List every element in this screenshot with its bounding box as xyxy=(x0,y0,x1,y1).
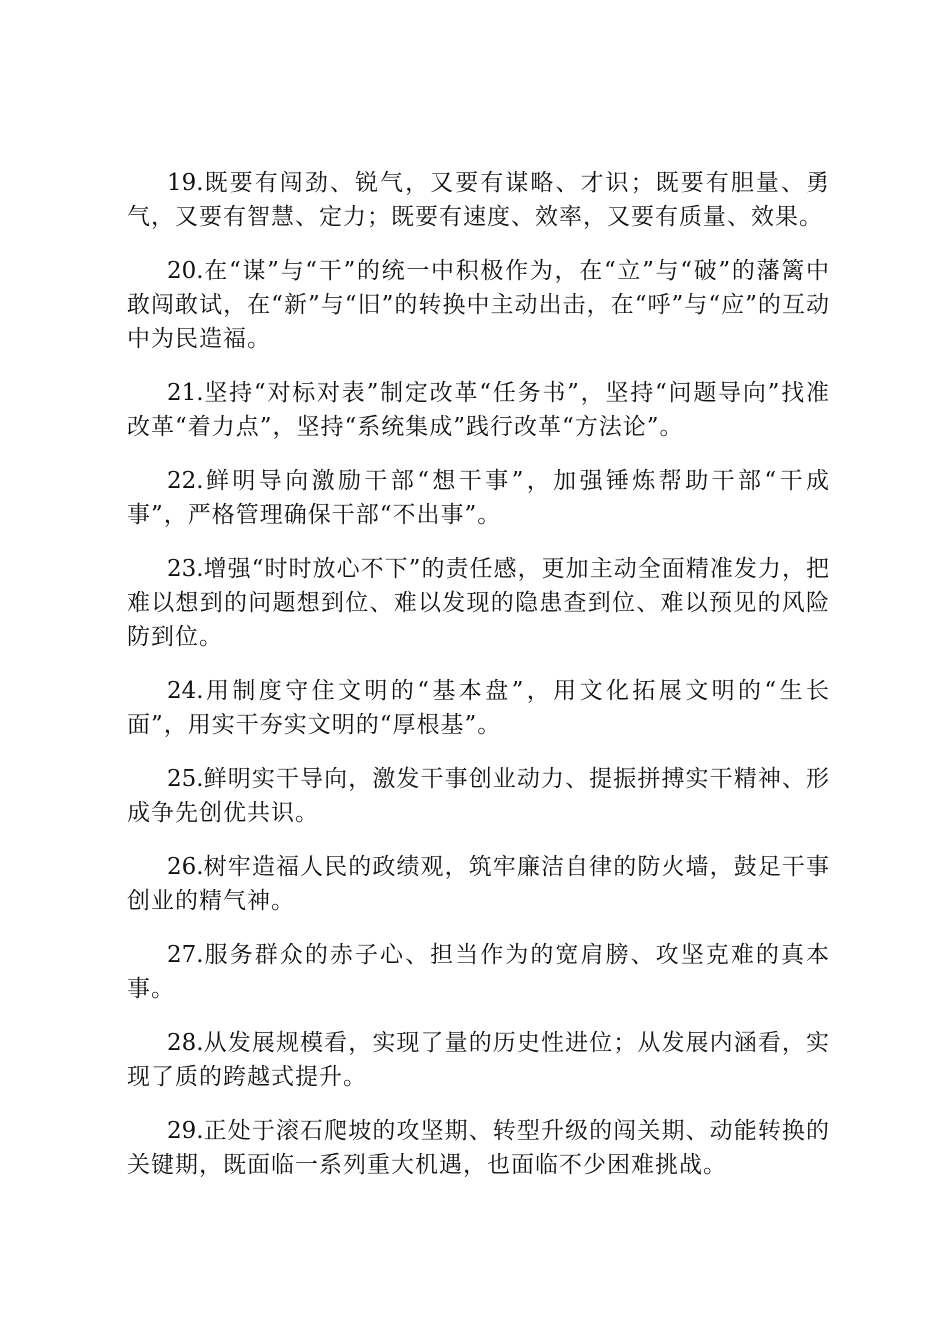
paragraph-text: 增强“时时放心不下”的责任感，更加主动全面精准发力，把难以想到的问题想到位、难以发现的隐患查到位、难以预见的风险防到位。 xyxy=(127,556,830,650)
paragraph-number: 29. xyxy=(167,1118,204,1144)
paragraph-number: 22. xyxy=(167,468,204,494)
paragraph-19 xyxy=(127,166,830,234)
paragraph-number: 23. xyxy=(167,556,204,582)
paragraph-number: 20. xyxy=(167,258,204,284)
paragraph-number: 26. xyxy=(167,854,204,880)
document-body xyxy=(127,166,830,1202)
paragraph-29 xyxy=(127,1114,830,1182)
paragraph-text: 从发展规模看，实现了量的历史性进位；从发展内涵看，实现了质的跨越式提升。 xyxy=(127,1030,830,1090)
paragraph-text: 鲜明实干导向，激发干事创业动力、提振拼搏实干精神、形成争先创优共识。 xyxy=(127,766,830,826)
paragraph-text: 正处于滚石爬坡的攻坚期、转型升级的闯关期、动能转换的关键期，既面临一系列重大机遇，也面临不少困难挑战。 xyxy=(127,1118,830,1178)
paragraph-text: 用制度守住文明的“基本盘”，用文化拓展文明的“生长面”，用实干夯实文明的“厚根基”。 xyxy=(127,678,830,738)
paragraph-text: 树牢造福人民的政绩观，筑牢廉洁自律的防火墙，鼓足干事创业的精气神。 xyxy=(127,854,830,914)
paragraph-28 xyxy=(127,1026,830,1094)
paragraph-text: 鲜明导向激励干部“想干事”，加强锤炼帮助干部“干成事”，严格管理确保干部“不出事”。 xyxy=(127,468,830,528)
paragraph-25 xyxy=(127,762,830,830)
paragraph-number: 28. xyxy=(167,1030,204,1056)
paragraph-text: 既要有闯劲、锐气，又要有谋略、才识；既要有胆量、勇气，又要有智慧、定力；既要有速度、效率，又要有质量、效果。 xyxy=(127,170,830,230)
paragraph-text: 坚持“对标对表”制定改革“任务书”，坚持“问题导向”找准改革“着力点”，坚持“系统集成”践行改革“方法论”。 xyxy=(127,380,830,440)
paragraph-21 xyxy=(127,376,830,444)
paragraph-20 xyxy=(127,254,830,356)
paragraph-text: 服务群众的赤子心、担当作为的宽肩膀、攻坚克难的真本事。 xyxy=(127,942,830,1002)
paragraph-26 xyxy=(127,850,830,918)
paragraph-22 xyxy=(127,464,830,532)
paragraph-number: 27. xyxy=(167,942,204,968)
paragraph-text: 在“谋”与“干”的统一中积极作为，在“立”与“破”的藩篱中敢闯敢试，在“新”与“旧”的转换中主动出击，在“呼”与“应”的互动中为民造福。 xyxy=(127,258,830,352)
paragraph-24 xyxy=(127,674,830,742)
paragraph-number: 19. xyxy=(167,170,204,196)
paragraph-number: 24. xyxy=(167,678,204,704)
paragraph-23 xyxy=(127,552,830,654)
paragraph-27 xyxy=(127,938,830,1006)
paragraph-number: 21. xyxy=(167,380,204,406)
paragraph-number: 25. xyxy=(167,766,204,792)
